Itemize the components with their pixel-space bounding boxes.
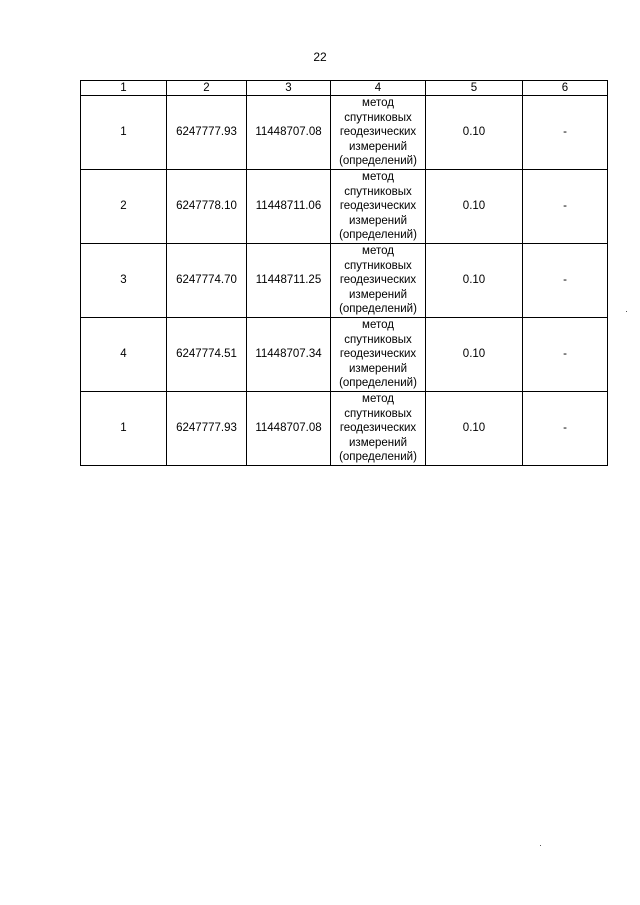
y-coordinate-cell: 11448707.08	[247, 392, 331, 466]
column-header: 3	[247, 81, 331, 96]
point-number-cell: 2	[81, 170, 167, 244]
note-cell: -	[523, 392, 608, 466]
x-coordinate-cell: 6247777.93	[167, 392, 247, 466]
method-line: измерений	[349, 362, 407, 375]
column-header: 1	[81, 81, 167, 96]
column-header: 2	[167, 81, 247, 96]
table-row	[81, 392, 608, 466]
x-coordinate-cell: 6247778.10	[167, 170, 247, 244]
method-line: геодезических	[339, 422, 417, 435]
method-cell	[331, 96, 426, 170]
scan-speck	[540, 845, 541, 846]
scan-speck	[626, 311, 627, 312]
column-header: 5	[426, 81, 523, 96]
accuracy-cell: 0.10	[426, 244, 523, 318]
method-line: спутниковых	[344, 333, 412, 346]
method-line: метод	[362, 245, 394, 258]
method-cell	[331, 170, 426, 244]
point-number-cell: 3	[81, 244, 167, 318]
method-line: измерений	[349, 140, 407, 153]
accuracy-cell: 0.10	[426, 318, 523, 392]
y-coordinate-cell: 11448711.06	[247, 170, 331, 244]
accuracy-cell: 0.10	[426, 170, 523, 244]
method-line: (определений)	[339, 303, 417, 316]
table-row	[81, 170, 608, 244]
method-line: измерений	[349, 214, 407, 227]
method-cell	[331, 318, 426, 392]
point-number-cell: 1	[81, 392, 167, 466]
note-cell: -	[523, 170, 608, 244]
method-line: спутниковых	[344, 259, 412, 272]
column-header: 6	[523, 81, 608, 96]
method-line: измерений	[349, 436, 407, 449]
page-number: 22	[313, 50, 327, 64]
point-number-cell: 4	[81, 318, 167, 392]
method-line: спутниковых	[344, 185, 412, 198]
method-line: геодезических	[339, 200, 417, 213]
y-coordinate-cell: 11448707.08	[247, 96, 331, 170]
method-line: геодезических	[339, 348, 417, 361]
table-row	[81, 318, 608, 392]
table-header-row	[81, 81, 608, 96]
y-coordinate-cell: 11448707.34	[247, 318, 331, 392]
accuracy-cell: 0.10	[426, 96, 523, 170]
method-line: (определений)	[339, 229, 417, 242]
method-line: спутниковых	[344, 111, 412, 124]
y-coordinate-cell: 11448711.25	[247, 244, 331, 318]
method-line: спутниковых	[344, 407, 412, 420]
table-row	[81, 244, 608, 318]
method-cell	[331, 392, 426, 466]
method-line: (определений)	[339, 377, 417, 390]
column-header: 4	[331, 81, 426, 96]
accuracy-cell: 0.10	[426, 392, 523, 466]
point-number-cell: 1	[81, 96, 167, 170]
method-line: геодезических	[339, 274, 417, 287]
method-line: (определений)	[339, 155, 417, 168]
x-coordinate-cell: 6247774.70	[167, 244, 247, 318]
note-cell: -	[523, 318, 608, 392]
method-line: измерений	[349, 288, 407, 301]
method-cell	[331, 244, 426, 318]
table-row	[81, 96, 608, 170]
method-line: геодезических	[339, 126, 417, 139]
x-coordinate-cell: 6247774.51	[167, 318, 247, 392]
x-coordinate-cell: 6247777.93	[167, 96, 247, 170]
method-line: метод	[362, 393, 394, 406]
method-line: метод	[362, 319, 394, 332]
note-cell: -	[523, 244, 608, 318]
coordinates-table	[80, 80, 608, 466]
method-line: метод	[362, 97, 394, 110]
method-line: (определений)	[339, 451, 417, 464]
method-line: метод	[362, 171, 394, 184]
note-cell: -	[523, 96, 608, 170]
